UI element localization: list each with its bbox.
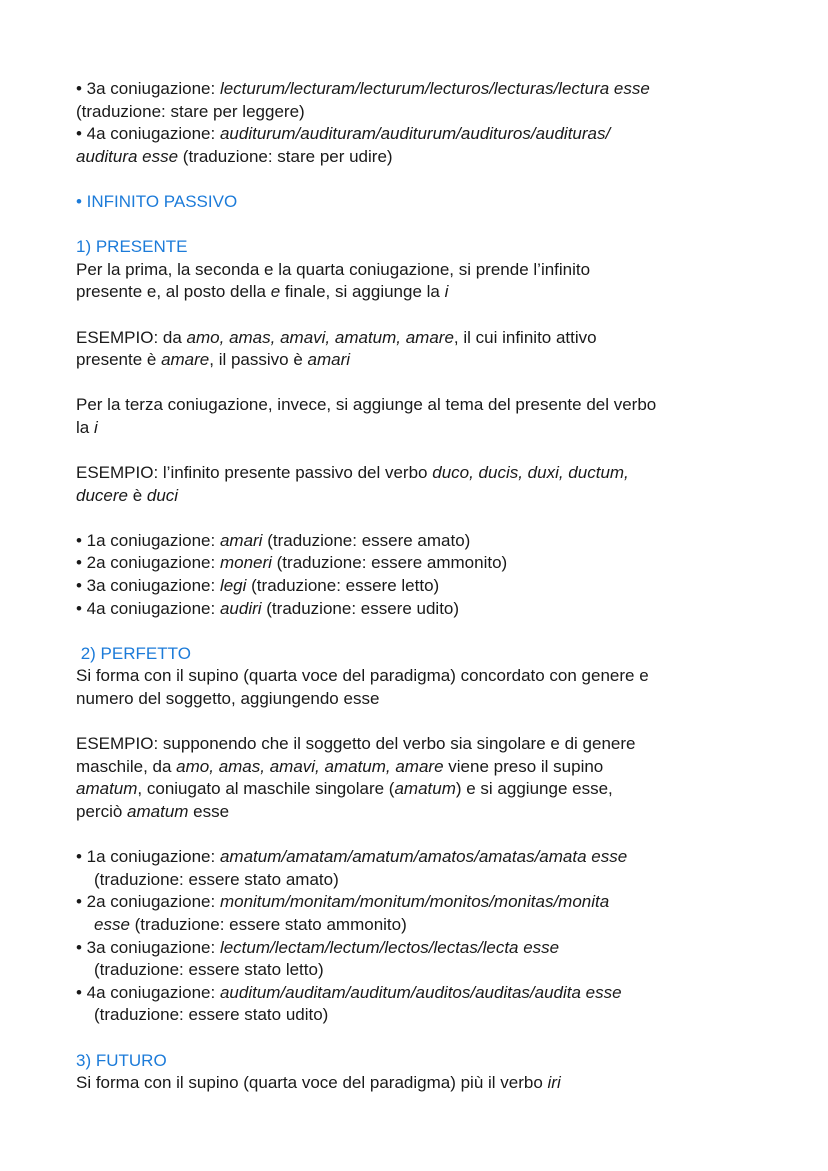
text-segment: • 3a coniugazione: <box>76 576 220 596</box>
text-segment: • 2a coniugazione: <box>76 892 220 912</box>
text-segment: 3) FUTURO <box>76 1050 167 1070</box>
latin-italic-text: i <box>444 282 449 302</box>
text-segment: (traduzione: essere ammonito) <box>271 553 508 573</box>
text-segment: (traduzione: essere stato amato) <box>94 869 339 889</box>
latin-italic-text: amari <box>219 530 263 550</box>
text-segment: Si forma con il supino (quarta voce del paradigma) concordato con genere e <box>76 666 649 686</box>
text-segment: (traduzione: essere letto) <box>246 576 440 596</box>
text-segment: (traduzione: essere stato letto) <box>94 960 324 980</box>
text-segment: • 4a coniugazione: <box>76 598 220 618</box>
text-segment: Per la terza coniugazione, invece, si aggiunge al tema del presente del verbo <box>76 395 657 415</box>
text-segment: Si forma con il supino (quarta voce del paradigma) più il verbo <box>76 1073 548 1093</box>
latin-italic-text: i <box>93 417 98 437</box>
text-line <box>76 394 776 417</box>
text-segment: • 3a coniugazione: <box>76 79 220 98</box>
latin-italic-text: esse <box>94 914 130 934</box>
latin-italic-text: amatum <box>127 802 189 821</box>
text-line <box>76 665 776 688</box>
text-line <box>76 349 776 372</box>
blank-line <box>76 372 776 395</box>
latin-italic-text: auditurum/audituram/auditurum/audituros/audituras/ <box>219 124 611 144</box>
latin-italic-text: auditura esse <box>76 146 179 166</box>
text-segment: • 1a coniugazione: <box>76 530 220 550</box>
latin-italic-text: iri <box>547 1073 561 1093</box>
text-segment: (traduzione: essere stato udito) <box>94 1005 329 1025</box>
text-line <box>76 688 776 711</box>
blank-line <box>76 440 776 463</box>
text-line <box>76 485 776 508</box>
latin-italic-text: legi <box>219 576 247 596</box>
blank-line <box>76 507 776 530</box>
latin-italic-text: amatum <box>76 779 138 799</box>
text-line <box>76 891 776 914</box>
text-line <box>76 1072 776 1095</box>
text-line <box>76 462 776 485</box>
text-segment: (traduzione: essere stato ammonito) <box>129 914 407 934</box>
text-line <box>76 982 776 1005</box>
latin-italic-text: amo, amas, amavi, amatum, amare <box>176 756 444 776</box>
text-segment: • 2a coniugazione: <box>76 553 220 573</box>
heading-line <box>76 1050 776 1073</box>
text-line <box>76 959 776 982</box>
text-segment: ESEMPIO: supponendo che il soggetto del verbo sia singolare e di genere <box>76 734 636 754</box>
text-line <box>76 778 776 801</box>
latin-italic-text: amari <box>307 350 351 370</box>
text-segment: (traduzione: essere amato) <box>262 530 471 550</box>
text-segment: , coniugato al maschile singolare ( <box>137 779 395 799</box>
latin-italic-text: duci <box>146 485 179 505</box>
text-line <box>76 733 776 756</box>
latin-italic-text: amatum <box>394 779 456 799</box>
latin-italic-text: audiri <box>219 598 262 618</box>
text-segment: • 4a coniugazione: <box>76 982 220 1002</box>
text-segment: , il cui infinito attivo <box>453 327 597 347</box>
text-segment: maschile, da <box>76 756 177 776</box>
text-line <box>76 146 776 169</box>
text-line <box>76 259 776 282</box>
latin-italic-text: monitum/monitam/monitum/monitos/monitas/monita <box>219 892 610 912</box>
text-segment: perciò <box>76 802 128 821</box>
text-line <box>76 869 776 892</box>
text-segment: viene preso il supino <box>443 756 604 776</box>
latin-italic-text: amatum/amatam/amatum/amatos/amatas/amata esse <box>219 847 628 867</box>
text-segment: , il passivo è <box>209 350 308 370</box>
latin-italic-text: ducere <box>76 485 128 505</box>
text-segment: Per la prima, la seconda e la quarta coniugazione, si prende l’infinito <box>76 259 591 279</box>
text-segment: finale, si aggiunge la <box>280 282 445 302</box>
text-segment: ESEMPIO: da <box>76 327 187 347</box>
text-line <box>76 801 776 824</box>
text-segment: (traduzione: stare per leggere) <box>76 101 305 121</box>
blank-line <box>76 304 776 327</box>
text-line <box>76 417 776 440</box>
text-line <box>76 1004 776 1027</box>
text-segment: 1) PRESENTE <box>76 237 188 257</box>
text-segment: (traduzione: essere udito) <box>261 598 460 618</box>
latin-italic-text: moneri <box>219 553 272 573</box>
text-segment: ESEMPIO: l’infinito presente passivo del verbo <box>76 463 433 483</box>
heading-line <box>76 643 776 666</box>
text-segment: è <box>127 485 147 505</box>
latin-italic-text: amare <box>161 350 210 370</box>
text-line <box>76 552 776 575</box>
latin-italic-text: lectum/lectam/lectum/lectos/lectas/lecta esse <box>219 937 560 957</box>
document-body <box>76 78 776 1095</box>
text-line <box>76 78 776 101</box>
text-segment: presente è <box>76 350 162 370</box>
text-segment: la <box>76 417 94 437</box>
latin-italic-text: lecturum/lecturam/lecturum/lecturos/lecturas/lectura esse <box>219 79 650 98</box>
text-segment: • 1a coniugazione: <box>76 847 220 867</box>
text-line <box>76 101 776 124</box>
text-segment: esse <box>188 802 230 821</box>
blank-line <box>76 214 776 237</box>
blank-line <box>76 824 776 847</box>
text-line <box>76 123 776 146</box>
text-line <box>76 327 776 350</box>
text-segment: • INFINITO PASSIVO <box>76 191 238 211</box>
heading-line <box>76 236 776 259</box>
blank-line <box>76 168 776 191</box>
latin-italic-text: amo, amas, amavi, amatum, amare <box>186 327 454 347</box>
text-line <box>76 281 776 304</box>
text-segment: • 3a coniugazione: <box>76 937 220 957</box>
text-segment: presente e, al posto della <box>76 282 271 302</box>
heading-line <box>76 191 776 214</box>
text-segment: numero del soggetto, aggiungendo esse <box>76 689 380 709</box>
text-line <box>76 914 776 937</box>
text-segment: (traduzione: stare per udire) <box>178 146 393 166</box>
text-line <box>76 756 776 779</box>
blank-line <box>76 711 776 734</box>
latin-italic-text: auditum/auditam/auditum/auditos/auditas/audita esse <box>219 982 622 1002</box>
blank-line <box>76 620 776 643</box>
latin-italic-text: e <box>270 282 281 302</box>
text-line <box>76 530 776 553</box>
blank-line <box>76 1027 776 1050</box>
text-line <box>76 937 776 960</box>
text-line <box>76 598 776 621</box>
text-segment: • 4a coniugazione: <box>76 124 220 144</box>
text-line <box>76 846 776 869</box>
text-segment: 2) PERFETTO <box>76 643 191 663</box>
text-line <box>76 575 776 598</box>
text-segment: ) e si aggiunge esse, <box>455 779 613 799</box>
latin-italic-text: duco, ducis, duxi, ductum, <box>432 463 629 483</box>
